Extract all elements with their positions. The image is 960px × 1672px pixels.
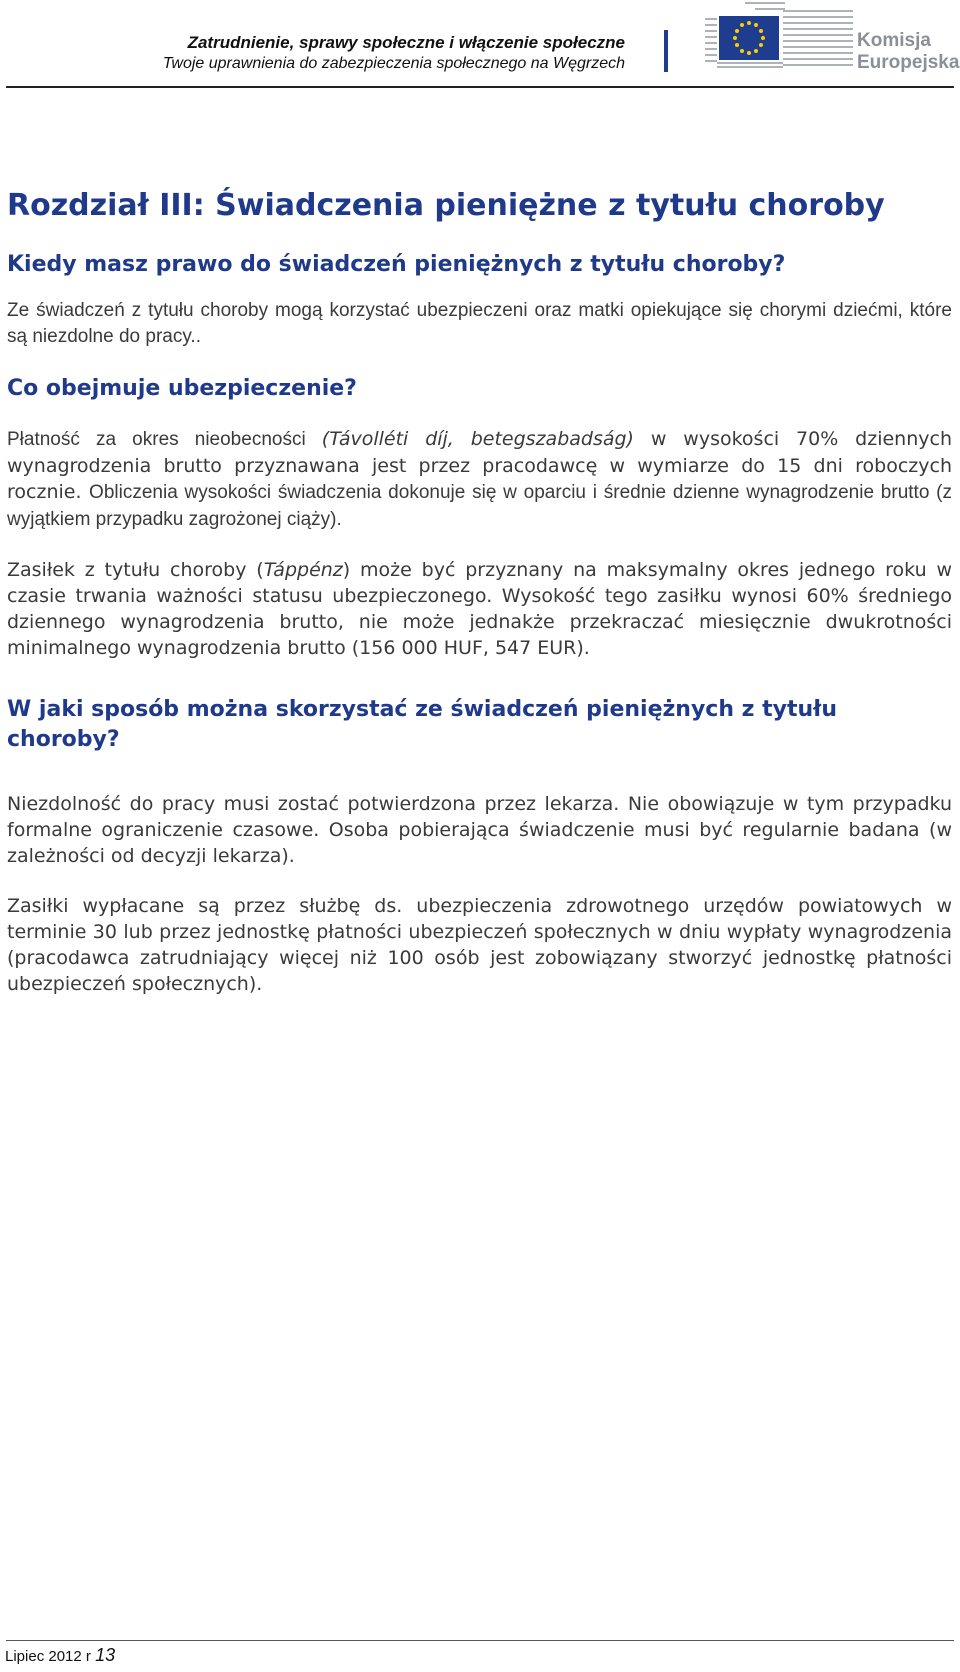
- header-rule: [6, 86, 954, 88]
- eu-flag-building-icon: [705, 0, 855, 80]
- absence-pay-term: (Távolléti díj, betegszabadság): [321, 428, 634, 450]
- paragraph-absence-pay: [7, 426, 952, 533]
- paragraph-sickness-allowance: [7, 557, 952, 661]
- chapter-title: Rozdział III: Świadczenia pieniężne z tytułu choroby: [7, 188, 885, 223]
- section-heading-how-to-claim: W jaki sposób można skorzystać ze świadczeń pieniężnych z tytułu choroby?: [7, 697, 837, 752]
- header-divider-bar: [664, 30, 668, 72]
- footer-date: Lipiec 2012 r: [5, 1648, 96, 1665]
- page-number: 13: [95, 1645, 116, 1665]
- logo-text-europejska: Europejska: [857, 52, 960, 73]
- european-commission-logo: [705, 0, 960, 80]
- absence-pay-text-b: w wysokości 70% dziennych wynagrodzenia brutto przyznawana jest przez pracodawcę w wymiarze do 15 dni roboczych rocznie.: [7, 428, 952, 503]
- absence-pay-text-a: Płatność za okres nieobecności: [7, 429, 322, 450]
- paragraph-payments: Zasiłki wypłacane są przez służbę ds. ubezpieczenia zdrowotnego urzędów powiatowych w terminie 30 lub przez jednostkę płatności ubezpieczeń społecznych w dniu wypłaty wynagrodzenia (pracodawca zatrudniający więcej niż 100 osób jest zobowiązany stworzyć jednostkę płatności ubezpieczeń społecznych).: [7, 895, 952, 995]
- footer-rule: [6, 1640, 954, 1641]
- header-text: [163, 32, 625, 74]
- sickness-allowance-text-a: Zasiłek z tytułu choroby (: [7, 559, 264, 581]
- page-footer: [5, 1645, 115, 1666]
- header-subtitle: Twoje uprawnienia do zabezpieczenia społecznego na Węgrzech: [162, 55, 625, 72]
- sickness-allowance-term: Táppénz: [263, 559, 343, 581]
- section-heading-eligibility: Kiedy masz prawo do świadczeń pieniężnych z tytułu choroby?: [7, 252, 786, 277]
- sickness-allowance-text-b: ) może być przyznany na maksymalny okres jednego roku w czasie trwania ważności statusu ubezpieczonego. Wysokość tego zasiłku wynosi 60% średniego dziennego wynagrodzenia brutto, nie może jednakże przekraczać miesięcznie dwukrotności minimalnego wynagrodzenia brutto (156 000 HUF, 547 EUR).: [7, 559, 952, 659]
- page-header: [0, 0, 960, 90]
- section-heading-coverage: Co obejmuje ubezpieczenie?: [7, 376, 357, 401]
- header-title: Zatrudnienie, sprawy społeczne i włączenie społeczne: [187, 33, 625, 52]
- logo-text-komisja: Komisja: [857, 30, 931, 51]
- paragraph-incapacity: Niezdolność do pracy musi zostać potwierdzona przez lekarza. Nie obowiązuje w tym przypadku formalne ograniczenie czasowe. Osoba pobierająca świadczenie musi być regularnie badana (w zależności od decyzji lekarza).: [7, 793, 952, 867]
- document-body: [7, 186, 952, 997]
- paragraph-eligibility: Ze świadczeń z tytułu choroby mogą korzystać ubezpieczeni oraz matki opiekujące się chorymi dziećmi, które są niezdolne do pracy..: [7, 300, 952, 347]
- absence-pay-text-c: Obliczenia wysokości świadczenia dokonuje się w oparciu i średnie dzienne wynagrodzenie brutto (z wyjątkiem przypadku zagrożonej ciąży).: [7, 482, 953, 530]
